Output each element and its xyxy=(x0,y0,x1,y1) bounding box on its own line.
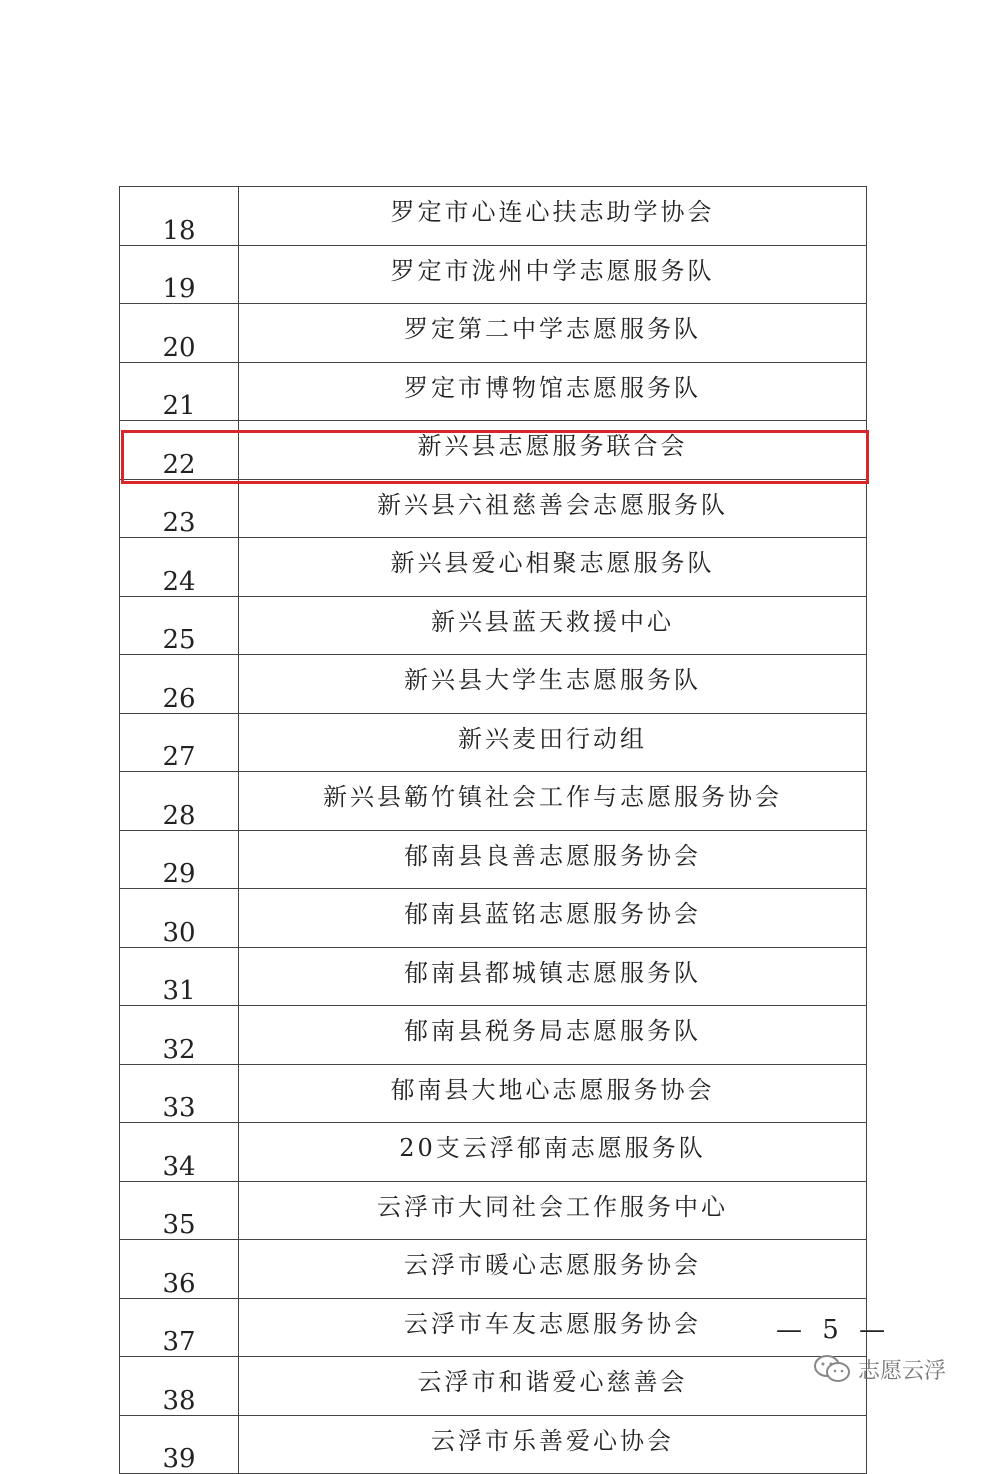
table-row xyxy=(120,889,867,948)
org-name: 新兴县蓝天救援中心 xyxy=(239,596,867,655)
row-number: 19 xyxy=(120,245,239,304)
table-row xyxy=(120,304,867,363)
org-name: 郁南县蓝铭志愿服务协会 xyxy=(239,889,867,948)
row-number: 31 xyxy=(120,947,239,1006)
row-number: 27 xyxy=(120,713,239,772)
org-name: 郁南县税务局志愿服务队 xyxy=(239,1006,867,1065)
row-number: 33 xyxy=(120,1064,239,1123)
row-number: 24 xyxy=(120,538,239,597)
table-row xyxy=(120,538,867,597)
org-name: 罗定市心连心扶志助学协会 xyxy=(239,187,867,246)
org-name: 新兴县六祖慈善会志愿服务队 xyxy=(239,479,867,538)
table-row xyxy=(120,1240,867,1299)
row-number: 18 xyxy=(120,187,239,246)
org-name: 新兴县爱心相聚志愿服务队 xyxy=(239,538,867,597)
table-row xyxy=(120,1181,867,1240)
table-row xyxy=(120,362,867,421)
highlight-box xyxy=(121,430,869,484)
row-number: 30 xyxy=(120,889,239,948)
table-row xyxy=(120,187,867,246)
watermark xyxy=(812,1353,946,1385)
table-row xyxy=(120,1357,867,1416)
table-row xyxy=(120,1298,867,1357)
row-number: 20 xyxy=(120,304,239,363)
org-name: 罗定市泷州中学志愿服务队 xyxy=(239,245,867,304)
org-name: 新兴麦田行动组 xyxy=(239,713,867,772)
row-number: 35 xyxy=(120,1181,239,1240)
table-row xyxy=(120,830,867,889)
page-number: — 5 — xyxy=(776,1315,892,1345)
table-body xyxy=(120,187,867,1474)
row-number: 23 xyxy=(120,479,239,538)
row-number: 37 xyxy=(120,1298,239,1357)
org-name: 云浮市车友志愿服务协会 xyxy=(239,1298,867,1357)
org-name: 罗定第二中学志愿服务队 xyxy=(239,304,867,363)
row-number: 36 xyxy=(120,1240,239,1299)
volunteer-org-table xyxy=(119,186,867,1474)
org-name: 新兴县大学生志愿服务队 xyxy=(239,655,867,714)
table-row xyxy=(120,713,867,772)
table-row xyxy=(120,1415,867,1474)
watermark-text: 志愿云浮 xyxy=(858,1358,947,1384)
row-number: 32 xyxy=(120,1006,239,1065)
table-row xyxy=(120,479,867,538)
org-name: 郁南县都城镇志愿服务队 xyxy=(239,947,867,1006)
org-name: 云浮市乐善爱心协会 xyxy=(239,1415,867,1474)
table-row xyxy=(120,947,867,1006)
table-row xyxy=(120,1123,867,1182)
org-name: 云浮市大同社会工作服务中心 xyxy=(239,1181,867,1240)
org-name: 20支云浮郁南志愿服务队 xyxy=(239,1123,867,1182)
org-name: 郁南县大地心志愿服务协会 xyxy=(239,1064,867,1123)
table-row xyxy=(120,596,867,655)
row-number: 26 xyxy=(120,655,239,714)
row-number: 29 xyxy=(120,830,239,889)
table-row xyxy=(120,1064,867,1123)
table-row xyxy=(120,772,867,831)
row-number: 39 xyxy=(120,1415,239,1474)
row-number: 25 xyxy=(120,596,239,655)
row-number: 22 xyxy=(120,421,239,480)
org-name: 新兴县簕竹镇社会工作与志愿服务协会 xyxy=(239,772,867,831)
table-row xyxy=(120,655,867,714)
row-number: 38 xyxy=(120,1357,239,1416)
wechat-icon xyxy=(812,1353,852,1385)
org-name: 云浮市暖心志愿服务协会 xyxy=(239,1240,867,1299)
org-name: 罗定市博物馆志愿服务队 xyxy=(239,362,867,421)
org-name: 郁南县良善志愿服务协会 xyxy=(239,830,867,889)
table-row xyxy=(120,245,867,304)
org-name: 云浮市和谐爱心慈善会 xyxy=(239,1357,867,1416)
row-number: 28 xyxy=(120,772,239,831)
org-name: 新兴县志愿服务联合会 xyxy=(239,421,867,480)
table-row xyxy=(120,1006,867,1065)
row-number: 21 xyxy=(120,362,239,421)
row-number: 34 xyxy=(120,1123,239,1182)
